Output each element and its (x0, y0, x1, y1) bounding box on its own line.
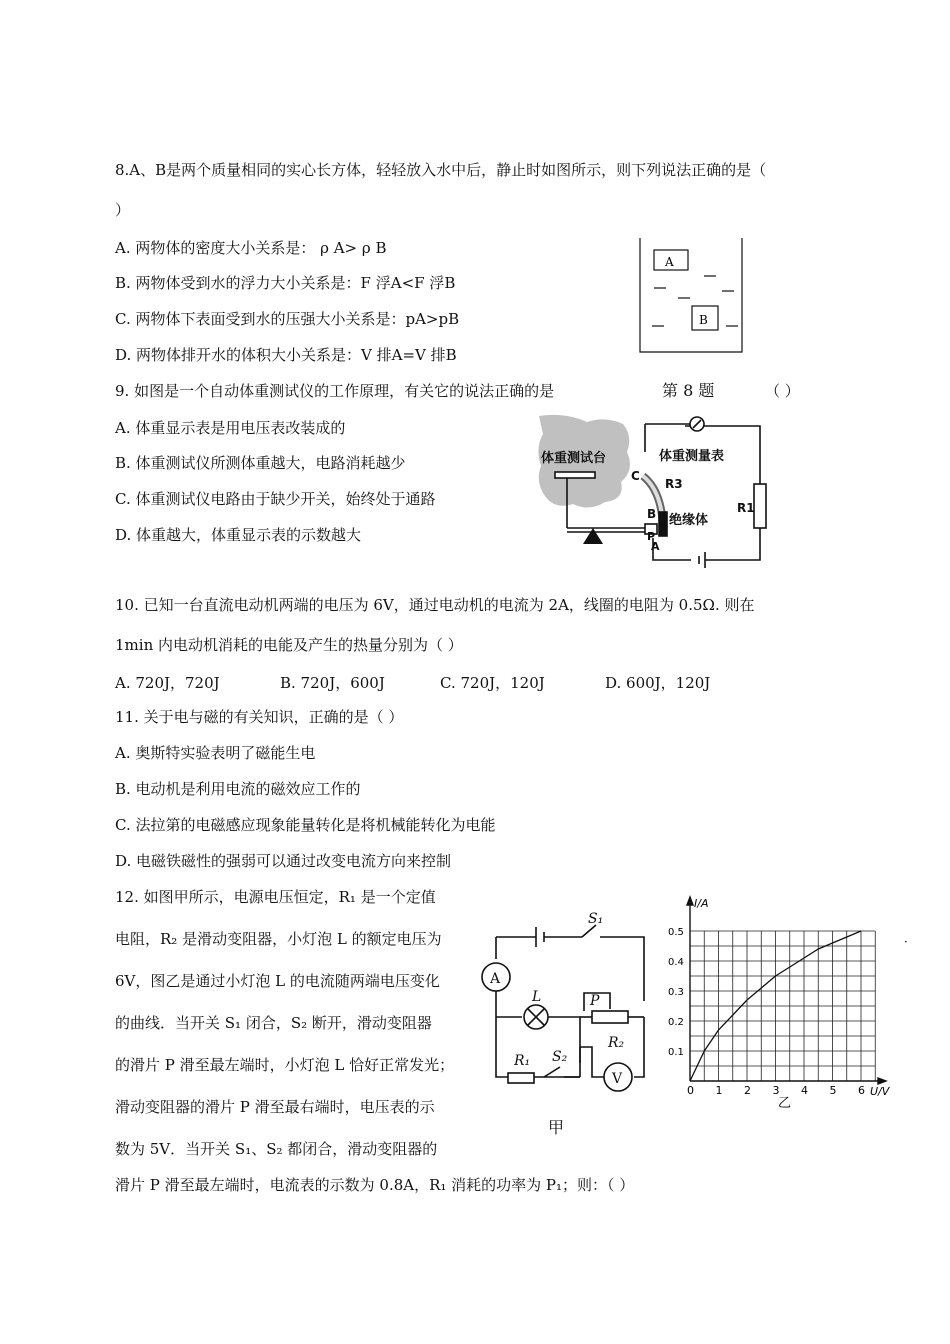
q9-r3-label: R3 (665, 477, 683, 491)
q9-r1-label: R1 (737, 501, 755, 515)
y-tick-label: 0.2 (668, 1017, 684, 1028)
y-tick-label: 0.4 (668, 957, 684, 968)
x-tick-label: 0 (687, 1084, 694, 1097)
q12-circuit-p: P (590, 993, 600, 1009)
q10-option-c: C. 720J，120J (440, 674, 545, 692)
q11-stem: 11. 关于电与磁的有关知识，正确的是（ ） (115, 708, 404, 726)
q9-c-label: C (631, 469, 640, 483)
q12-circuit-s1: S₁ (588, 911, 604, 927)
x-tick-label: 4 (801, 1084, 808, 1097)
x-tick-label: 6 (858, 1084, 865, 1097)
x-tick-label: 3 (772, 1084, 780, 1097)
q10-stem: 10. 已知一台直流电动机两端的电压为 6V，通过电动机的电流为 2A，线圈的电阻为 0.5Ω. 则在 (115, 596, 755, 614)
q11-option-c: C. 法拉第的电磁感应现象能量转化是将机械能转化为电能 (115, 816, 496, 834)
q12-line-7: 数为 5V．当开关 S₁、S₂ 都闭合，滑动变阻器的 (115, 1140, 438, 1158)
q12-line-1: 12. 如图甲所示，电源电压恒定，R₁ 是一个定值 (115, 888, 436, 906)
x-axis-label: U/V (870, 1085, 890, 1098)
q8-option-a: A. 两物体的密度大小关系是： ρ A> ρ B (115, 239, 387, 257)
q12-line-8: 滑片 P 滑至最左端时，电流表的示数为 0.8A，R₁ 消耗的功率为 P₁；则：（ ） (115, 1176, 635, 1194)
q12-line-5: 的滑片 P 滑至最左端时，小灯泡 L 恰好正常发光； (115, 1056, 455, 1074)
q10-option-d: D. 600J，120J (605, 674, 711, 692)
q9-answer-bracket: （ ） (765, 382, 800, 400)
stray-mark: · (904, 935, 908, 949)
q8-figure-label-b: B (699, 313, 708, 327)
q12-circuit-lamp: L (532, 989, 542, 1005)
q12-circuit-s2: S₂ (552, 1049, 568, 1065)
q8-option-c: C. 两物体下表面受到水的压强大小关系是：pA>pB (115, 310, 460, 328)
q10-stem-continued: 1min 内电动机消耗的电能及产生的热量分别为（ ） (115, 636, 463, 654)
q9-a-label: A (651, 540, 660, 553)
y-axis-label: I/A (694, 897, 709, 910)
q12-circuit-ammeter: A (490, 971, 501, 987)
q8-figure-caption: 第 8 题 (662, 381, 715, 400)
x-tick-label: 2 (744, 1084, 751, 1097)
q12-circuit-r2: R₂ (608, 1035, 625, 1051)
y-tick-label: 0.1 (668, 1047, 684, 1058)
q9-platform-label: 体重测试台 (541, 451, 607, 466)
q12-line-3: 6V，图乙是通过小灯泡 L 的电流随两端电压变化 (115, 972, 440, 990)
q11-option-a: A. 奥斯特实验表明了磁能生电 (115, 744, 316, 762)
q12-iu-chart-svg (664, 895, 904, 1110)
q11-option-d: D. 电磁铁磁性的强弱可以通过改变电流方向来控制 (115, 852, 452, 870)
q8-stem-end: ） (115, 201, 131, 219)
q9-insulator-label: 绝缘体 (669, 513, 709, 528)
y-axis-arrow (687, 897, 693, 905)
q12-circuit-caption: 甲 (548, 1118, 565, 1137)
q9-option-c: C. 体重测试仪电路由于缺少开关，始终处于通路 (115, 490, 436, 508)
q12-circuit-voltmeter: V (612, 1071, 623, 1087)
q12-line-4: 的曲线．当开关 S₁ 闭合，S₂ 断开，滑动变阻器 (115, 1014, 432, 1032)
q12-line-2: 电阻，R₂ 是滑动变阻器，小灯泡 L 的额定电压为 (115, 930, 442, 948)
q9-figure-container (535, 412, 770, 570)
q9-option-d: D. 体重越大，体重显示表的示数越大 (115, 526, 362, 544)
q12-line-6: 滑动变阻器的滑片 P 滑至最右端时，电压表的示 (115, 1098, 435, 1116)
q9-p-label: P (647, 530, 656, 543)
q8-option-d: D. 两物体排开水的体积大小关系是：V 排A=V 排B (115, 346, 457, 364)
q8-stem: 8.A、B是两个质量相同的实心长方体，轻轻放入水中后，静止时如图所示，则下列说法正确的是（ (115, 161, 767, 179)
q12-iu-chart (664, 895, 904, 1110)
q8-figure-container (636, 236, 748, 356)
q12-circuit-figure (480, 897, 655, 1107)
x-tick-label: 5 (829, 1084, 837, 1097)
x-tick-label: 1 (715, 1084, 723, 1097)
q8-option-b: B. 两物体受到水的浮力大小关系是：F 浮A<F 浮B (115, 274, 456, 292)
x-axis-arrow (878, 1078, 886, 1084)
chart-caption: 乙 (778, 1096, 792, 1110)
q10-option-a: A. 720J，720J (115, 674, 220, 692)
q9-meter-label: 体重测量表 (659, 449, 725, 464)
q11-option-b: B. 电动机是利用电流的磁效应工作的 (115, 780, 361, 798)
q9-option-b: B. 体重测试仪所测体重越大，电路消耗越少 (115, 454, 406, 472)
q10-option-b: B. 720J，600J (280, 674, 385, 692)
q9-b-label: B (647, 507, 657, 521)
q9-option-a: A. 体重显示表是用电压表改装成的 (115, 419, 346, 437)
q9-stem: 9. 如图是一个自动体重测试仪的工作原理，有关它的说法正确的是 (115, 382, 555, 400)
q12-circuit-r1: R₁ (514, 1053, 531, 1069)
q8-figure-label-a: A (665, 255, 674, 269)
y-tick-label: 0.5 (668, 927, 684, 938)
y-tick-label: 0.3 (668, 987, 684, 998)
